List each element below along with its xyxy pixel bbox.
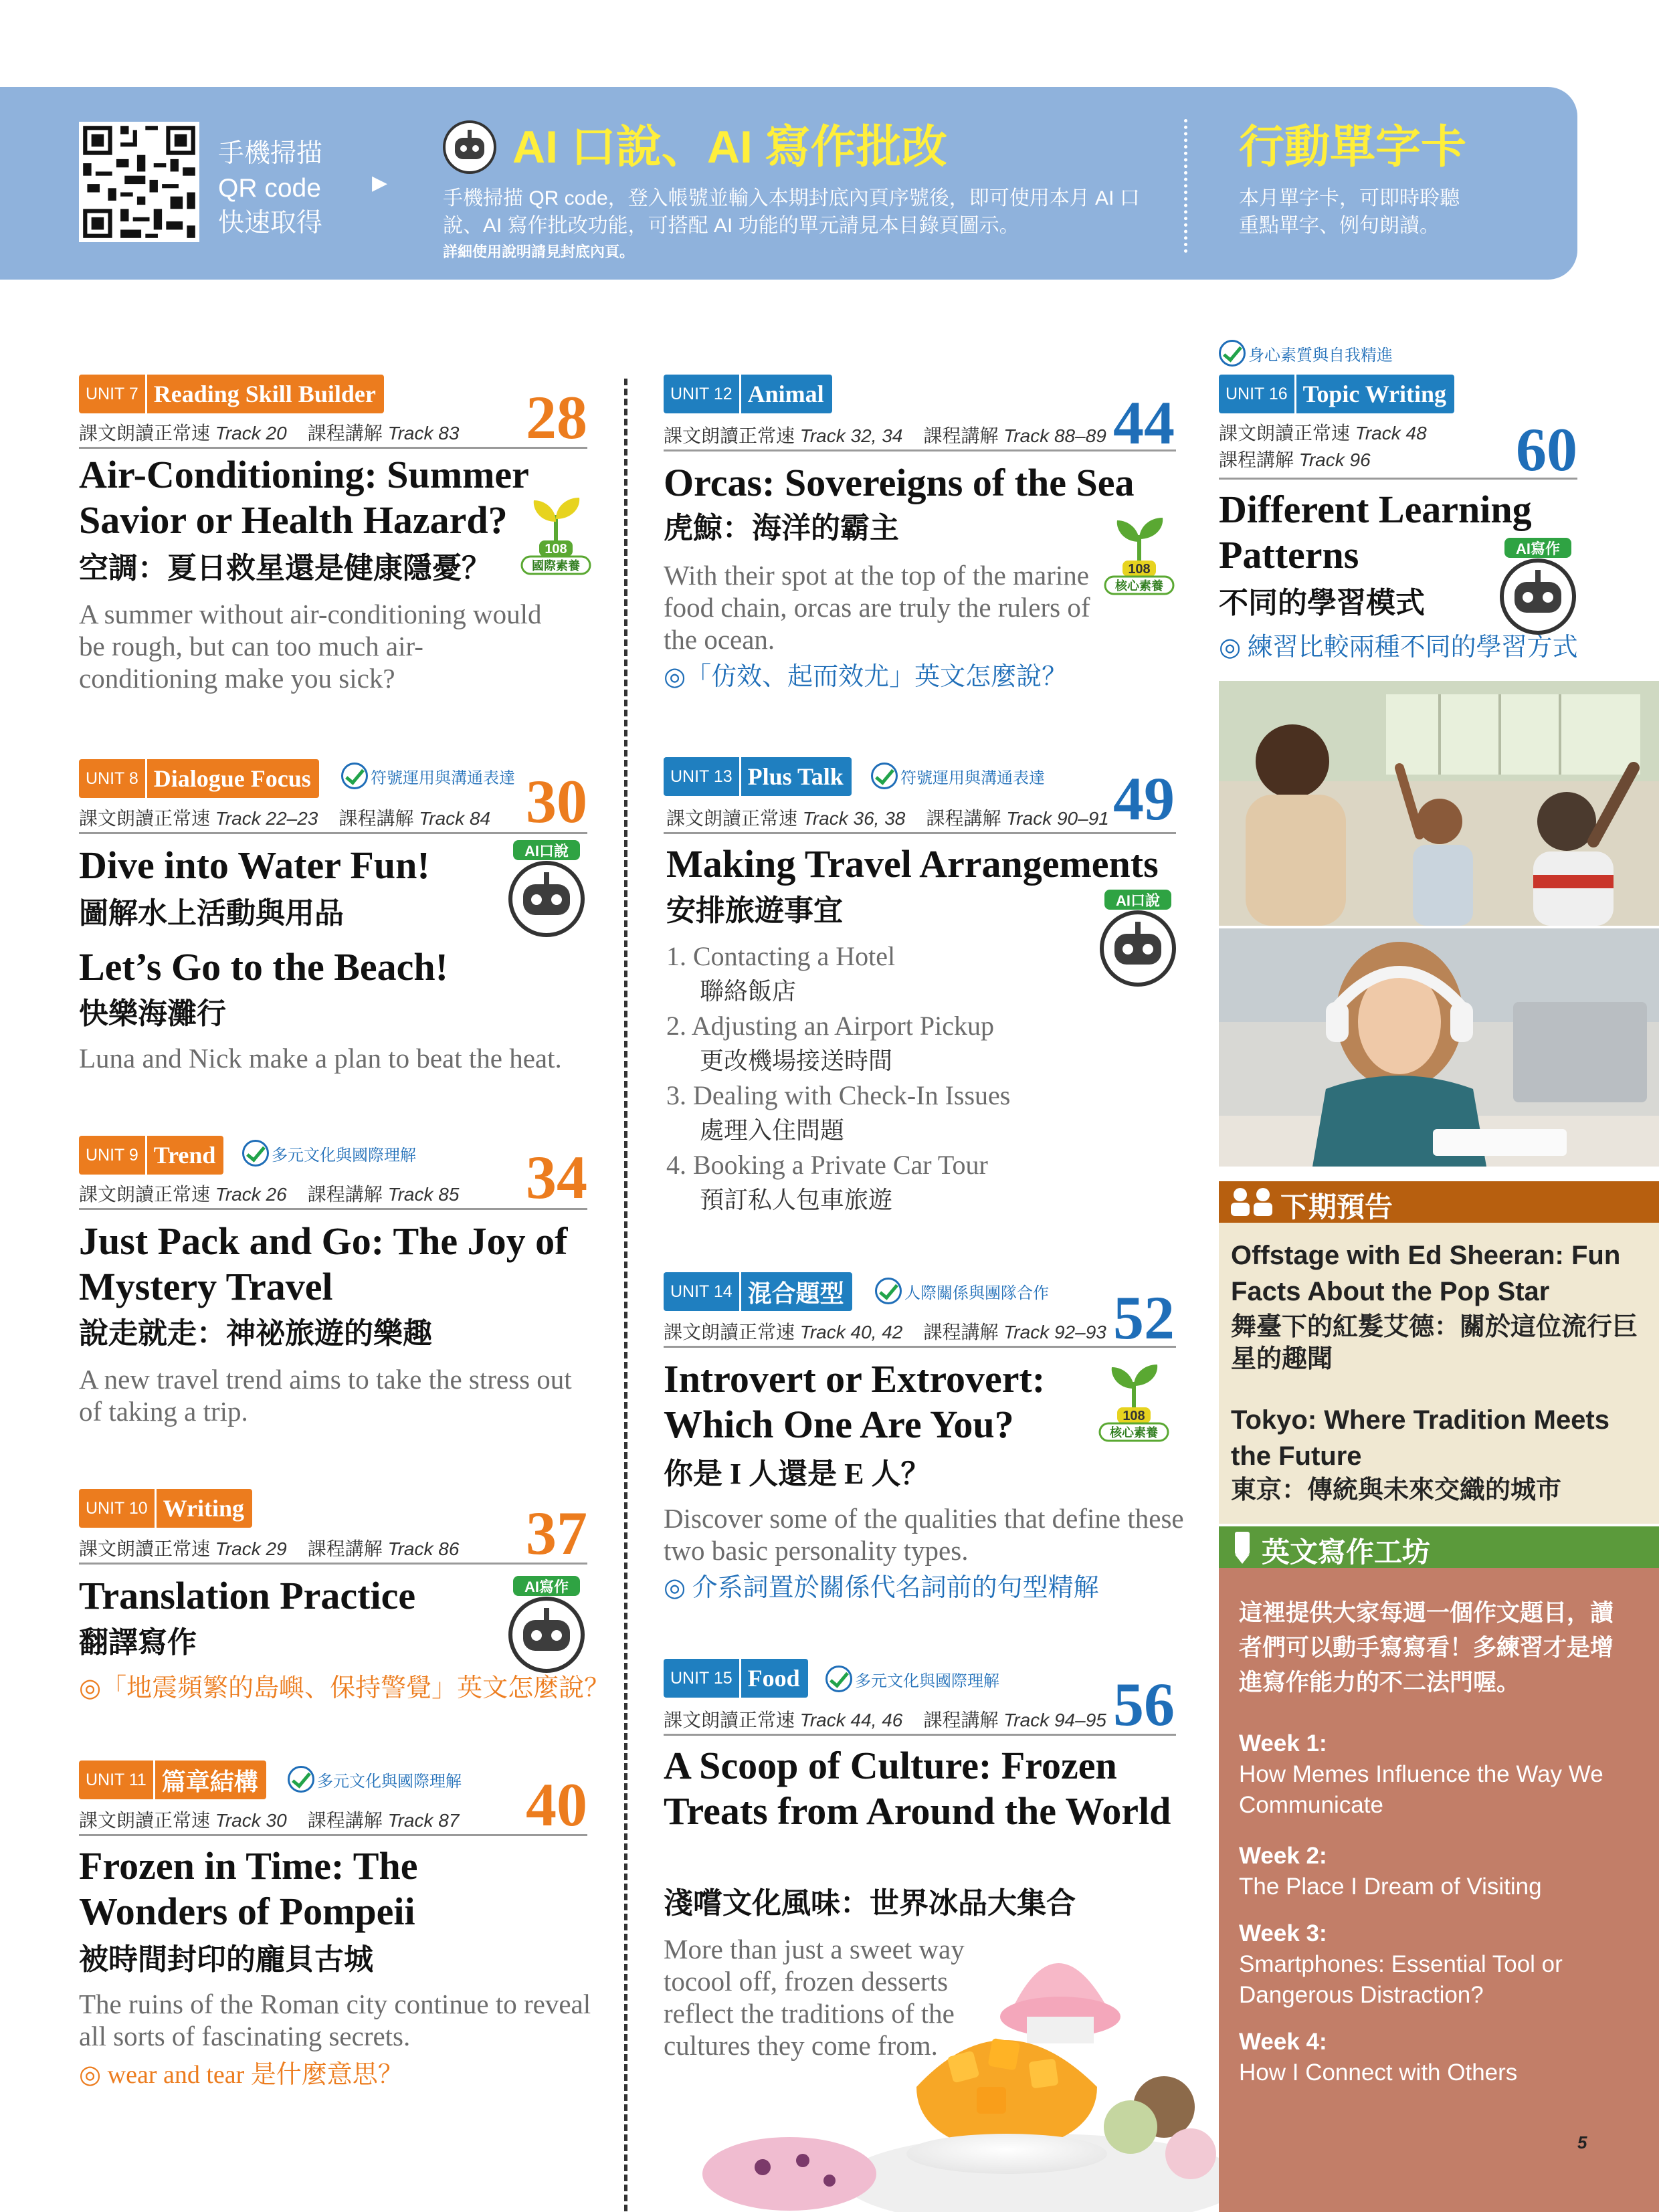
unit-10-rule: [79, 1563, 587, 1565]
qr-code[interactable]: [79, 122, 199, 242]
unit-13-list: [666, 939, 1010, 1217]
lecture-label: 課程講解: [1219, 449, 1294, 470]
week-1: [1239, 1728, 1634, 1821]
unit-8-page-number[interactable]: 30: [526, 767, 587, 835]
competency-label: 多元文化與國際理解: [855, 1672, 999, 1690]
competency-label: 人際關係與團隊合作: [904, 1284, 1049, 1302]
competency-label: 符號運用與溝通表達: [371, 769, 515, 787]
pencil-icon: [1231, 1532, 1254, 1564]
unit-8-zh-title-1: 圖解水上活動與用品: [79, 897, 344, 930]
unit-16-rule: [1219, 478, 1577, 480]
unit-number: UNIT 8: [86, 769, 138, 788]
unit-12-title[interactable]: Orcas: Sovereigns of the Sea: [664, 461, 1135, 504]
ai-feature-description: 手機掃描 QR code，登入帳號並輸入本期封底內頁序號後，即可使用本月 AI 口說、AI 寫作批改功能，可搭配 AI 功能的單元請見本目錄頁圖示。: [443, 187, 1140, 237]
read-track: Track 40, 42: [799, 1322, 903, 1342]
unit-13-tracks: [666, 804, 1109, 831]
unit-15-description: More than just a sweet way tocool off, frozen desserts reflect the traditions of the cultures they come from.: [664, 1934, 965, 2061]
lecture-label: 課程講解: [338, 808, 414, 829]
unit-category: Trend: [145, 1136, 224, 1175]
unit-10-title[interactable]: Translation Practice: [79, 1574, 416, 1617]
banner-divider: [1184, 119, 1187, 253]
page-number: 5: [1577, 2132, 1587, 2152]
unit-16-badge: [1219, 375, 1454, 413]
unit-7-tracks: [79, 419, 459, 445]
ai-speaking-icon[interactable]: [1094, 887, 1181, 987]
column-divider: [624, 379, 627, 2211]
read-track: Track 36, 38: [802, 808, 906, 829]
ai-writing-icon[interactable]: [1494, 535, 1581, 635]
read-track-line: [1219, 420, 1427, 447]
unit-10-badge: [79, 1489, 252, 1528]
sprout-label: 國際素養: [532, 559, 580, 573]
lecture-track: Track 90–91: [1006, 808, 1109, 829]
unit-11-page-number[interactable]: 40: [526, 1771, 587, 1839]
ai-writing-label: AI寫作: [1515, 540, 1561, 557]
unit-number: UNIT 16: [1226, 384, 1288, 403]
unit-12-badge: [664, 375, 832, 413]
unit-11-badge: [79, 1761, 266, 1799]
unit-9-competency-tag: [242, 1140, 416, 1167]
week-2: [1239, 1841, 1634, 1902]
unit-15-badge: [664, 1659, 808, 1698]
unit-13-rule: [664, 832, 1176, 834]
unit-14-description: Discover some of the qualities that define these two basic personality types.: [664, 1503, 1184, 1566]
unit-8-title-2[interactable]: Let’s Go to the Beach!: [79, 945, 448, 989]
unit-number: UNIT 12: [670, 384, 733, 403]
lecture-track: Track 87: [387, 1810, 460, 1831]
checkmark-icon: [1219, 340, 1246, 367]
unit-9-rule: [79, 1208, 587, 1210]
sprout-label: 核心素養: [1110, 1426, 1158, 1439]
unit-8-rule: [79, 832, 587, 834]
unit-13-badge: [664, 757, 852, 796]
unit-10-page-number[interactable]: 37: [526, 1499, 587, 1567]
unit-11-competency-tag: [288, 1766, 462, 1793]
read-track: Track 32, 34: [799, 425, 903, 446]
unit-15-zh-title: 淺嚐文化風味：世界冰品大集合: [664, 1887, 1076, 1920]
week-topic: How I Connect with Others: [1239, 2059, 1518, 2086]
ai-speaking-icon[interactable]: [503, 837, 590, 938]
next-issue-item-2-zh: 東京：傳統與未來交織的城市: [1231, 1476, 1562, 1504]
lecture-label: 課程講解: [307, 1184, 383, 1205]
lecture-label: 課程講解: [923, 1710, 999, 1730]
lecture-label: 課程講解: [307, 1810, 383, 1831]
next-issue-item-2-en: Tokyo: Where Tradition Meets the Future: [1231, 1405, 1609, 1471]
unit-14-zh-title: 你是 I 人還是 E 人？: [664, 1457, 931, 1490]
list-item-en: 2. Adjusting an Airport Pickup: [666, 1011, 994, 1041]
unit-11-rule: [79, 1834, 587, 1836]
unit-14-competency-tag: [875, 1278, 1049, 1304]
unit-16-page-number[interactable]: 60: [1516, 415, 1577, 484]
unit-12-tracks: [664, 421, 1106, 448]
list-item-en: 1. Contacting a Hotel: [666, 941, 896, 971]
lecture-track: Track 94–95: [1003, 1710, 1106, 1730]
unit-9-zh-title: 說走就走：神祕旅遊的樂趣: [79, 1317, 432, 1350]
unit-15-competency-tag: [825, 1666, 999, 1692]
writing-workshop-header: [1219, 1526, 1659, 1568]
unit-14-rule: [664, 1346, 1176, 1348]
unit-14-title[interactable]: Introvert or Extrovert: Which One Are You?: [664, 1357, 1046, 1446]
unit-category: Reading Skill Builder: [145, 375, 384, 413]
unit-15-tracks: [664, 1706, 1106, 1732]
unit-13-title[interactable]: Making Travel Arrangements: [666, 842, 1159, 886]
read-track: Track 44, 46: [799, 1710, 903, 1730]
unit-12-zh-title: 虎鯨：海洋的霸主: [664, 512, 899, 544]
lecture-track: Track 92–93: [1003, 1322, 1106, 1342]
lecture-track-line: [1219, 447, 1427, 474]
vocab-card-title: 行動單字卡: [1239, 122, 1467, 173]
unit-11-tracks: [79, 1806, 459, 1833]
unit-16-link[interactable]: ◎ 練習比較兩種不同的學習方式: [1219, 633, 1578, 662]
sprout-108-text: 108: [1128, 562, 1151, 577]
lecture-track: Track 85: [387, 1184, 460, 1205]
unit-category: Writing: [155, 1489, 252, 1528]
unit-7-zh-title: 空調：夏日救星還是健康隱憂？: [79, 552, 491, 585]
unit-13-competency-tag: [871, 763, 1045, 789]
week-topic: How Memes Influence the Way We Communicate: [1239, 1761, 1603, 1818]
unit-8-tracks: [79, 804, 490, 831]
unit-number: UNIT 10: [86, 1498, 148, 1518]
unit-category: Food: [739, 1659, 808, 1698]
week-label: Week 4:: [1239, 2029, 1327, 2055]
arrow-right-icon: ▶: [372, 172, 388, 194]
unit-9-tracks: [79, 1180, 459, 1207]
list-item-en: 4. Booking a Private Car Tour: [666, 1150, 988, 1180]
unit-8-zh-title-2: 快樂海灘行: [79, 997, 226, 1030]
list-item-zh: 更改機場接送時間: [700, 1047, 893, 1074]
read-track: Track 20: [215, 423, 287, 443]
unit-7-badge: [79, 375, 384, 413]
read-track: Track 26: [215, 1184, 287, 1205]
lecture-label: 課程講解: [926, 808, 1001, 829]
unit-7-page-number[interactable]: 28: [526, 383, 587, 451]
read-track: Track 29: [215, 1538, 287, 1559]
vocab-desc-line-1: 本月單字卡，可即時聆聽: [1239, 187, 1460, 209]
unit-9-title[interactable]: Just Pack and Go: The Joy of Mystery Travel: [79, 1219, 568, 1308]
scan-instructions: [218, 136, 322, 241]
sprout-108-text: 108: [1123, 1409, 1145, 1423]
week-topic: The Place I Dream of Visiting: [1239, 1874, 1542, 1900]
unit-10-link[interactable]: ◎「地震頻繁的島嶼、保持警覺」英文怎麼說？: [79, 1674, 610, 1702]
vocab-desc-line-2: 重點單字、例句朗讀。: [1239, 215, 1440, 237]
read-label: 課文朗讀正常速: [666, 808, 798, 829]
unit-9-page-number[interactable]: 34: [526, 1143, 587, 1211]
unit-15-page-number[interactable]: 56: [1113, 1670, 1175, 1738]
unit-9-badge: [79, 1136, 223, 1175]
read-label: 課文朗讀正常速: [79, 808, 211, 829]
next-issue-header: [1219, 1181, 1659, 1223]
unit-16-competency-tag: [1219, 340, 1393, 367]
classroom-photo: [1219, 681, 1659, 926]
unit-14-tracks: [664, 1318, 1106, 1344]
lecture-label: 課程講解: [307, 1538, 383, 1559]
lecture-label: 課程講解: [307, 423, 383, 443]
checkmark-icon: [288, 1766, 314, 1793]
lecture-track: Track 96: [1298, 449, 1371, 470]
ai-writing-icon[interactable]: [503, 1573, 590, 1674]
checkmark-icon: [242, 1140, 269, 1167]
student-photo: [1219, 928, 1659, 1167]
lecture-track: Track 83: [387, 423, 460, 443]
unit-category: Animal: [739, 375, 832, 413]
list-item-zh: 處理入住問題: [700, 1117, 845, 1144]
unit-12-page-number[interactable]: 44: [1113, 389, 1175, 457]
read-track: Track 30: [215, 1810, 287, 1831]
checkmark-icon: [875, 1278, 902, 1304]
next-issue-item-1-zh: 舞臺下的紅髮艾德：關於這位流行巨星的趣聞: [1231, 1313, 1638, 1373]
unit-14-badge: [664, 1272, 852, 1311]
read-label: 課文朗讀正常速: [79, 1810, 211, 1831]
lecture-track: Track 88–89: [1003, 425, 1106, 446]
scan-line-1: 手機掃描: [218, 139, 323, 168]
unit-11-link[interactable]: ◎ wear and tear 是什麼意思？: [79, 2061, 403, 2089]
ai-feature-note: 詳細使用說明請見封底內頁。: [443, 243, 635, 260]
ai-writing-label: AI寫作: [524, 1579, 569, 1595]
workshop-intro: 這裡提供大家每週一個作文題目，讀者們可以動手寫寫看！多練習才是增進寫作能力的不二法門喔。: [1239, 1600, 1614, 1696]
lecture-label: 課程講解: [923, 1322, 999, 1342]
unit-number: UNIT 7: [86, 384, 138, 403]
week-topic: Smartphones: Essential Tool or Dangerous Distraction?: [1239, 1951, 1563, 2008]
week-3: [1239, 1918, 1634, 2011]
scan-line-2: QR code: [218, 174, 321, 203]
unit-7-rule: [79, 447, 587, 449]
unit-15-rule: [664, 1734, 1176, 1736]
unit-8-competency-tag: [341, 763, 515, 789]
read-label: 課文朗讀正常速: [664, 1322, 795, 1342]
sprout-108-text: 108: [545, 542, 567, 557]
unit-12-link[interactable]: ◎「仿效、起而效尤」英文怎麼說？: [664, 663, 1068, 691]
unit-14-page-number[interactable]: 52: [1113, 1284, 1175, 1352]
unit-13-page-number[interactable]: 49: [1113, 765, 1175, 833]
competency-label: 多元文化與國際理解: [317, 1772, 462, 1791]
sprout-108-icon: [1102, 515, 1176, 595]
checkmark-icon: [871, 763, 898, 789]
unit-category: Plus Talk: [739, 757, 852, 796]
unit-category: Dialogue Focus: [145, 759, 319, 798]
unit-11-description: The ruins of the Roman city continue to reveal all sorts of fascinating secrets.: [79, 1989, 591, 2051]
unit-category: Topic Writing: [1294, 375, 1454, 413]
competency-label: 身心素質與自我精進: [1248, 346, 1393, 365]
sprout-label: 核心素養: [1115, 579, 1163, 593]
sprout-108-icon: [519, 495, 593, 575]
checkmark-icon: [341, 763, 368, 789]
list-item: [666, 1078, 1010, 1148]
checkmark-icon: [825, 1666, 852, 1692]
read-label: 課文朗讀正常速: [664, 1710, 795, 1730]
read-track: Track 48: [1355, 423, 1427, 443]
unit-10-tracks: [79, 1534, 459, 1561]
lecture-track: Track 84: [419, 808, 491, 829]
unit-16-title[interactable]: Different Learning Patterns: [1219, 488, 1532, 577]
unit-category: 混合題型: [739, 1272, 852, 1311]
unit-number: UNIT 9: [86, 1145, 138, 1165]
week-label: Week 1:: [1239, 1730, 1327, 1756]
unit-12-description: With their spot at the top of the marine food chain, orcas are truly the rulers of the ocean.: [664, 560, 1090, 655]
next-issue-title: 下期預告: [1280, 1191, 1393, 1223]
unit-10-zh-title: 翻譯寫作: [79, 1626, 197, 1659]
read-label: 課文朗讀正常速: [1219, 423, 1351, 443]
unit-number: UNIT 13: [670, 767, 733, 786]
unit-12-rule: [664, 449, 1176, 451]
unit-14-link[interactable]: ◎ 介系詞置於關係代名詞前的句型精解: [664, 1574, 1099, 1602]
read-label: 課文朗讀正常速: [79, 1538, 211, 1559]
unit-7-description: A summer without air-conditioning would be rough, but can too much air-conditioning make you sick?: [79, 599, 542, 694]
list-item-zh: 聯絡飯店: [700, 978, 797, 1005]
sprout-108-icon: [1097, 1362, 1171, 1442]
writing-workshop-title: 英文寫作工坊: [1262, 1536, 1431, 1568]
unit-16-tracks: [1219, 420, 1427, 474]
unit-8-badge: [79, 759, 319, 798]
scan-line-3: 快速取得: [218, 209, 323, 237]
unit-13-zh-title: 安排旅遊事宜: [666, 894, 843, 927]
read-track: Track 22–23: [215, 808, 318, 829]
unit-9-description: A new travel trend aims to take the stress out of taking a trip.: [79, 1364, 572, 1427]
week-label: Week 3:: [1239, 1920, 1327, 1946]
unit-number: UNIT 14: [670, 1282, 733, 1301]
week-4: [1239, 2027, 1634, 2088]
read-label: 課文朗讀正常速: [664, 425, 795, 446]
competency-label: 多元文化與國際理解: [272, 1146, 416, 1165]
list-item: [666, 1148, 1010, 1217]
list-item-en: 3. Dealing with Check-In Issues: [666, 1080, 1011, 1110]
read-label: 課文朗讀正常速: [79, 1184, 211, 1205]
unit-8-description: Luna and Nick make a plan to beat the heat.: [79, 1043, 562, 1074]
unit-16-zh-title: 不同的學習模式: [1219, 587, 1425, 619]
ai-speaking-label: AI口說: [1115, 892, 1161, 909]
vocab-card-description: [1239, 185, 1460, 239]
ai-feature-title: AI 口說、AI 寫作批改: [512, 122, 947, 173]
week-label: Week 2:: [1239, 1843, 1327, 1869]
people-icon: [1228, 1187, 1276, 1217]
ai-speaking-label: AI口說: [524, 843, 569, 860]
robot-icon: [443, 120, 496, 174]
lecture-track: Track 86: [387, 1538, 460, 1559]
next-issue-item-1-en: Offstage with Ed Sheeran: Fun Facts About the Pop Star: [1231, 1241, 1621, 1306]
unit-number: UNIT 11: [86, 1770, 147, 1789]
list-item-zh: 預訂私人包車旅遊: [700, 1187, 893, 1213]
read-label: 課文朗讀正常速: [79, 423, 211, 443]
list-item: [666, 1009, 1010, 1078]
unit-number: UNIT 15: [670, 1668, 733, 1688]
lecture-label: 課程講解: [923, 425, 999, 446]
unit-7-title[interactable]: Air-Conditioning: Summer Savior or Health Hazard?: [79, 453, 528, 542]
unit-15-title[interactable]: A Scoop of Culture: Frozen Treats from Around the World: [664, 1744, 1171, 1833]
frozen-desserts-image: [696, 1886, 1219, 2212]
unit-11-title[interactable]: Frozen in Time: The Wonders of Pompeii: [79, 1844, 418, 1933]
unit-8-title-1[interactable]: Dive into Water Fun!: [79, 843, 430, 887]
list-item: [666, 939, 1010, 1009]
unit-category: 篇章結構: [153, 1761, 266, 1799]
competency-label: 符號運用與溝通表達: [900, 769, 1045, 787]
unit-11-zh-title: 被時間封印的龐貝古城: [79, 1943, 373, 1976]
